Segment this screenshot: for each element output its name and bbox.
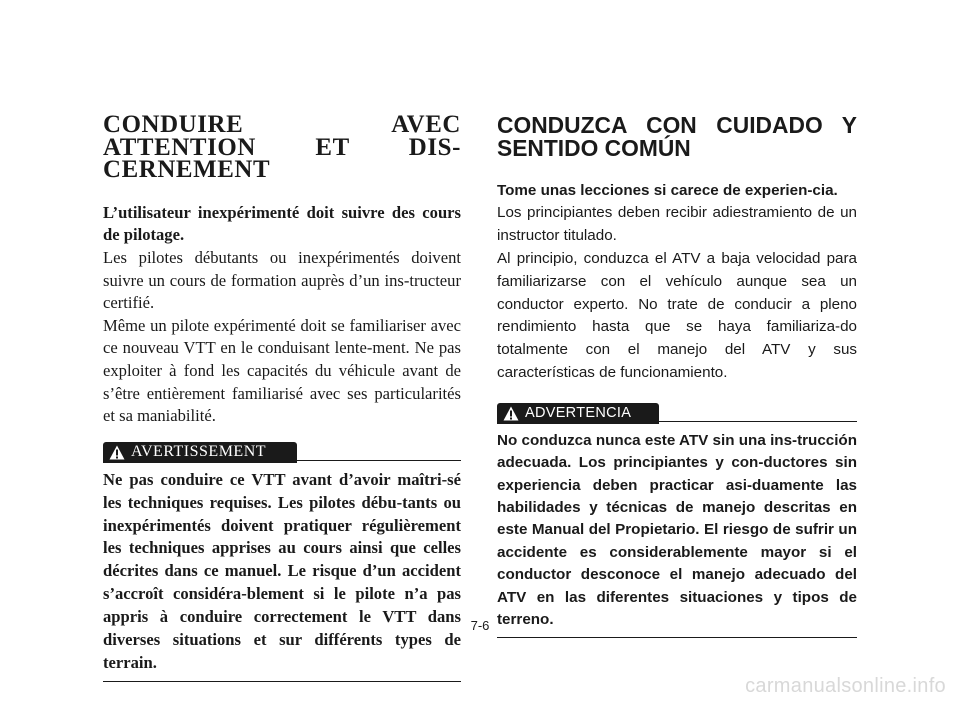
spanish-column	[497, 114, 857, 638]
spanish-heading: CONDUZCA CON CUIDADO Y SENTIDO COMÚN	[497, 112, 857, 161]
french-column	[103, 111, 461, 682]
spanish-paragraph-2: Al principio, conduzca el ATV a baja velocidad para familiarizarse con el vehículo aunque sea un conductor experto. No trate de conducir a pleno rendimiento hasta que se haya familiariza-do totalmente con el manejo del ATV y sus características de funcionamiento.	[497, 249, 857, 381]
french-warning-text: Ne pas conduire ce VTT avant d’avoir maîtri-sé les techniques requises. Les pilotes débu-tants ou inexpérimentés doivent pratiquer régulièrement les techniques apprises au cours ainsi que celles décrites dans ce manuel. Le risque d’un accident s’accroît considéra-blement si le pilote n’a pas appris à conduire correctement le VTT dans diverses situations et sur différents types de terrain.	[103, 469, 461, 672]
watermark: carmanualsonline.info	[745, 675, 946, 697]
warning-triangle-icon	[109, 445, 125, 460]
spanish-warning-end-rule	[497, 637, 857, 638]
spanish-subheading: Tome unas lecciones si carece de experien-cia.	[497, 181, 838, 199]
spanish-warning-header	[497, 402, 857, 424]
spanish-warning-text: No conduzca nunca este ATV sin una ins-trucción adecuada. Los principiantes y con-ductores sin experiencia deben practicar asi-duamente las habilidades y técnicas de manejo descritas en este Manual del Propietario. El riesgo de sufrir un accidente es considerablemente mayor si el conductor desconoce el manejo adecuado del ATV en las diferentes situaciones y tipos de terreno.	[497, 431, 857, 629]
spanish-paragraph-1: Los principiantes deben recibir adiestramiento de un instructor titulado.	[497, 204, 857, 245]
french-warning-badge	[103, 442, 297, 463]
french-warning-header	[103, 441, 461, 463]
french-subheading: L’utilisateur inexpérimenté doit suivre des cours de pilotage.	[103, 202, 461, 245]
french-warning-label: AVERTISSEMENT	[131, 442, 267, 460]
page-number: 7-6	[470, 618, 490, 633]
warning-triangle-icon	[503, 406, 519, 421]
spanish-warning-label: ADVERTENCIA	[525, 404, 632, 421]
french-warning-end-rule	[103, 681, 461, 682]
spanish-warning-badge	[497, 403, 659, 424]
french-heading: CONDUIRE AVEC ATTENTION ET DIS-CERNEMENT	[103, 111, 461, 184]
french-paragraph-1: Les pilotes débutants ou inexpérimentés doivent suivre un cours de formation auprès d’un ins-tructeur certifié.	[103, 247, 461, 313]
french-paragraph-2: Même un pilote expérimenté doit se familiariser avec ce nouveau VTT en le conduisant lente-ment. Ne pas exploiter à fond les capacités du véhicule avant de s’être entièrement familiarisé avec ses particularités et sa maniabilité.	[103, 315, 461, 426]
